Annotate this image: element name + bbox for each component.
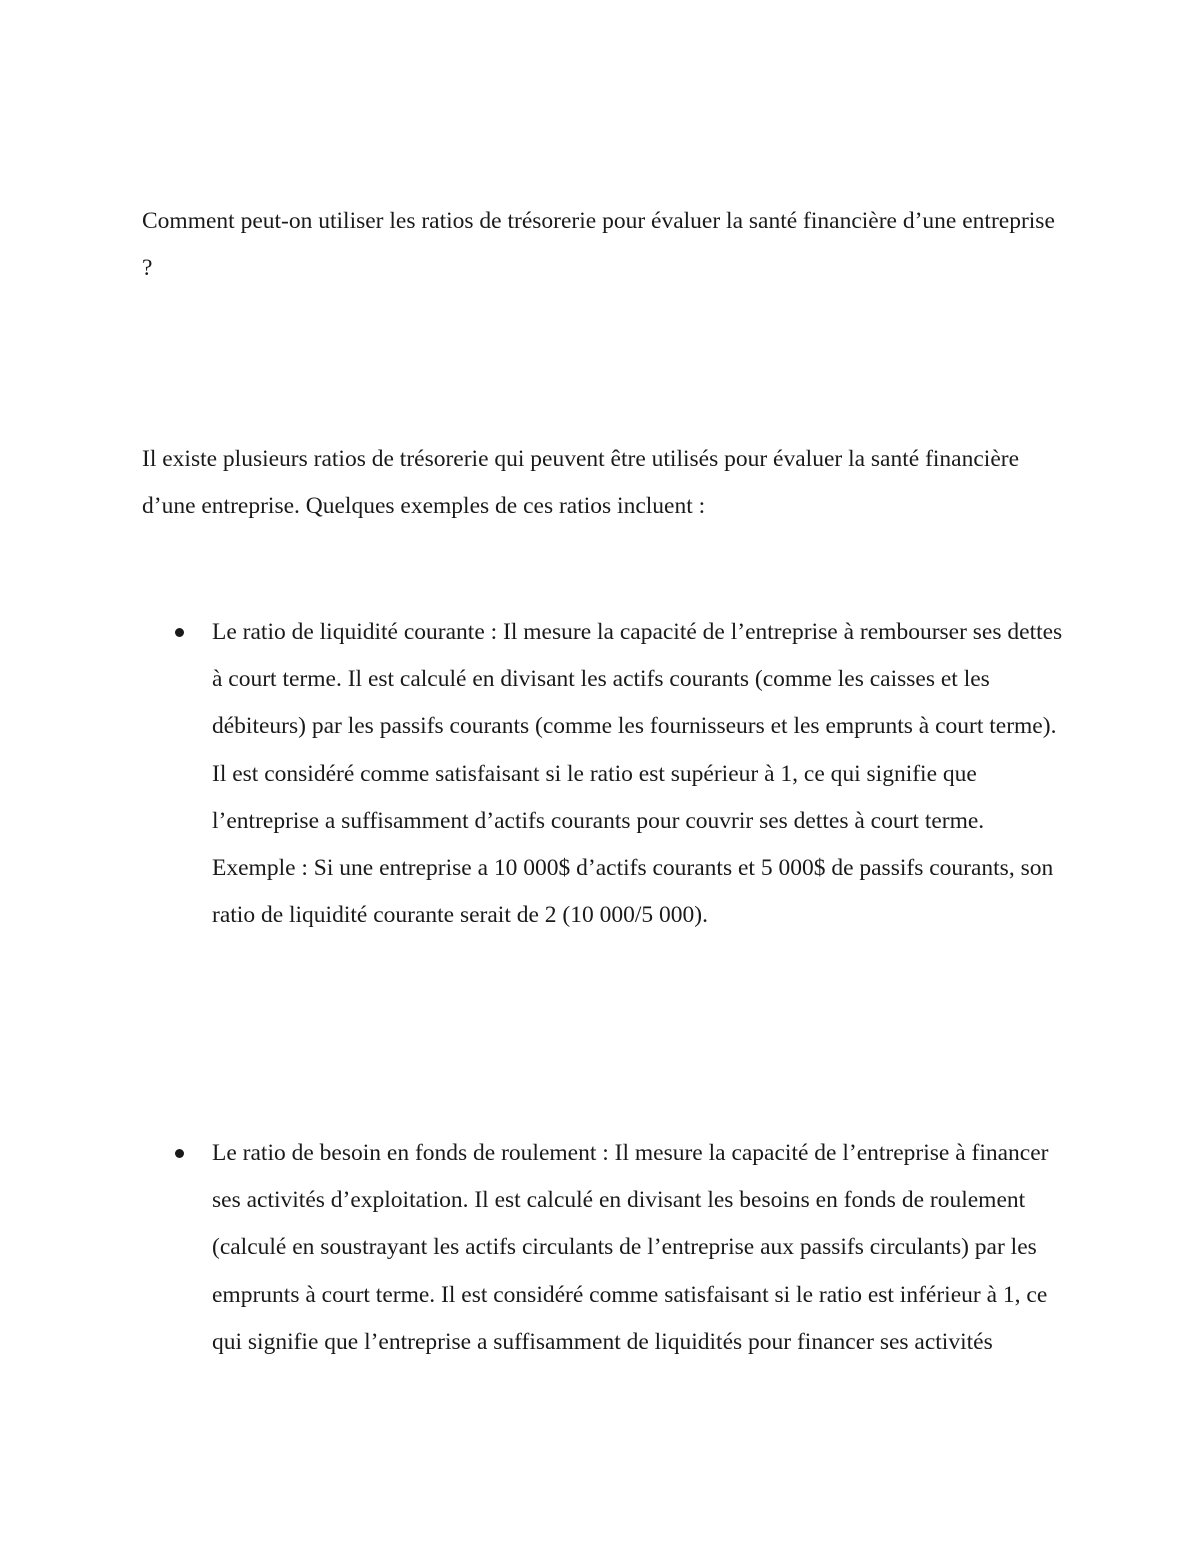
bullet-dot-icon: [175, 1149, 184, 1158]
bullet-text: Le ratio de liquidité courante : Il mesure la capacité de l’entreprise à rembourser ses dettes à court terme. Il est calculé en divisant les actifs courants (comme les caisses et les débiteurs) par les passifs courants (comme les fournisseurs et les emprunts à court terme). Il est considéré comme satisfaisant si le ratio est supérieur à 1, ce qui signifie que l’entreprise a suffisamment d’actifs courants pour couvrir ses dettes à court terme. Exemple : Si une entreprise a 10 000$ d’actifs courants et 5 000$ de passifs courants, son ratio de liquidité courante serait de 2 (10 000/5 000).: [212, 619, 1063, 929]
bullet-item-working-capital-ratio: [212, 1130, 1067, 1366]
intro-paragraph: Il existe plusieurs ratios de trésorerie qui peuvent être utilisés pour évaluer la santé financière d’une entreprise. Quelques exemples de ces ratios incluent :: [142, 446, 1020, 519]
bullet-item-current-ratio: [212, 609, 1067, 939]
question-heading: Comment peut-on utiliser les ratios de trésorerie pour évaluer la santé financière d’une entreprise ?: [142, 208, 1055, 281]
bullet-dot-icon: [175, 628, 184, 637]
bullet-text: Le ratio de besoin en fonds de roulement : Il mesure la capacité de l’entreprise à financer ses activités d’exploitation. Il est calculé en divisant les besoins en fonds de roulement (calculé en soustrayant les actifs circulants de l’entreprise aux passifs circulants) par les emprunts à court terme. Il est considéré comme satisfaisant si le ratio est inférieur à 1, ce qui signifie que l’entreprise a suffisamment de liquidités pour financer ses activités: [212, 1140, 1049, 1355]
